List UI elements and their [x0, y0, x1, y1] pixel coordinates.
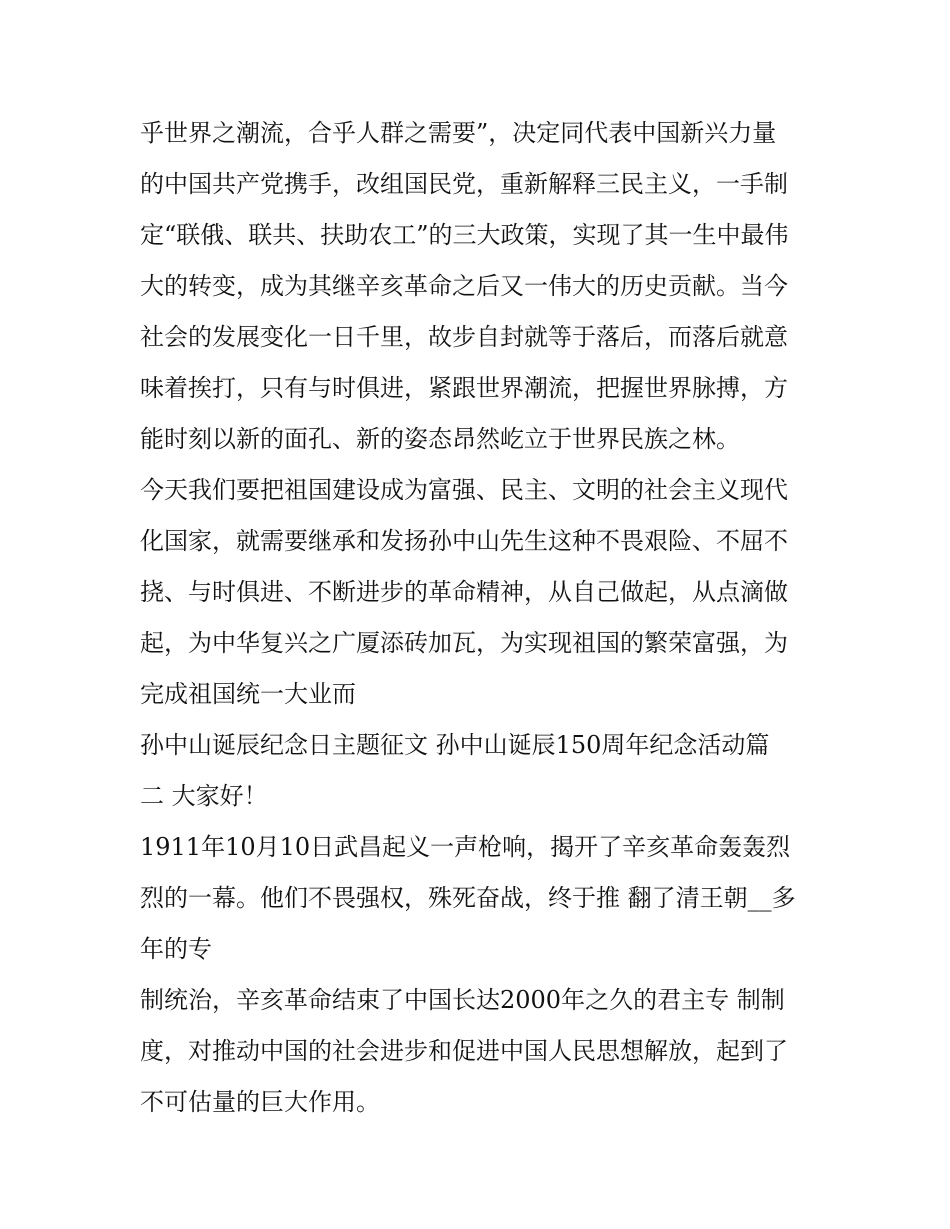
- text-line-4: 大的转变，成为其继辛亥革命之后又一伟大的历史贡献。当今: [140, 272, 788, 300]
- text-line-20: 不可估量的巨大作用。: [140, 1088, 380, 1116]
- text-line-15: 1911年10月10日武昌起义一声枪响，揭开了辛亥革命轰轰烈: [140, 833, 791, 861]
- greeting-line: 二 大家好！: [140, 782, 268, 810]
- text-line-2: 的中国共产党携手，改组国民党，重新解释三民主义，一手制: [140, 170, 788, 198]
- document-body: [140, 108, 820, 1128]
- text-line-6: 味着挨打，只有与时俱进，紧跟世界潮流，把握世界脉搏，方: [140, 374, 788, 402]
- text-line-3: 定“联俄、联共、扶助农工”的三大政策，实现了其一生中最伟: [140, 221, 789, 249]
- text-line-10: 挠、与时俱进、不断进步的革命精神，从自己做起，从点滴做: [140, 578, 788, 606]
- text-line-16: 烈的一幕。他们不畏强权，殊死奋战，终于推 翻了清王朝__多: [140, 884, 796, 912]
- text-line-5: 社会的发展变化一日千里，故步自封就等于落后，而落后就意: [140, 323, 788, 351]
- text-line-17: 年的专: [140, 935, 212, 963]
- text-line-8: 今天我们要把祖国建设成为富强、民主、文明的社会主义现代: [140, 476, 788, 504]
- text-line-7: 能时刻以新的面孔、新的姿态昂然屹立于世界民族之林。: [140, 425, 740, 453]
- text-line-1: 乎世界之潮流，合乎人群之需要”，决定同代表中国新兴力量: [140, 119, 777, 147]
- text-line-19: 度，对推动中国的社会进步和促进中国人民思想解放，起到了: [140, 1037, 788, 1065]
- text-line-11: 起，为中华复兴之广厦添砖加瓦，为实现祖国的繁荣富强，为: [140, 629, 788, 657]
- heading-line: 孙中山诞辰纪念日主题征文 孙中山诞辰150周年纪念活动篇: [140, 731, 770, 759]
- text-line-12: 完成祖国统一大业而: [140, 680, 356, 708]
- text-line-18: 制统治，辛亥革命结束了中国长达2000年之久的君主专 制制: [140, 986, 785, 1014]
- text-line-9: 化国家，就需要继承和发扬孙中山先生这种不畏艰险、不屈不: [140, 527, 788, 555]
